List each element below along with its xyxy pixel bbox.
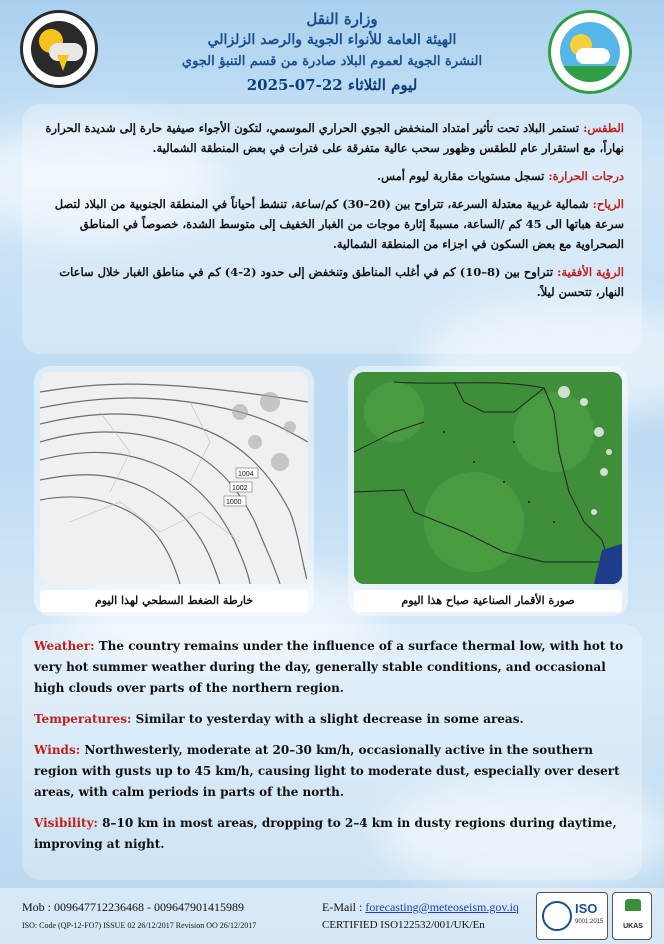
crown-icon [625,899,641,911]
mobile-label: Mob : [22,900,55,914]
english-weather-paragraph [34,636,630,699]
satellite-caption: صورة الأقمار الصناعية صباح هذا اليوم [354,590,622,612]
english-weather-text: The country remains under the influence of a surface thermal low, with hot to very hot summer weather during the day, generally stable conditions, and occasional high clouds over parts of the northern region. [34,639,624,695]
arabic-visibility-label: الرؤية الأفقية: [557,265,624,279]
arabic-weather-text: تستمر البلاد تحت تأثير امتداد المنخفض الجوي الحراري الموسمي، لتكون الأجواء صيفية حارة إلى شديدة الحرارة نهاراً، مع استقرار عام للطقس وظهور سحب عالية متفرقة على فترات في بعض المنطقة الشمالية. [45,121,624,155]
ukas-badge [612,892,652,940]
english-forecast-panel [22,624,642,880]
ministry-title: وزارة النقل [306,10,378,28]
english-temperature-label: Temperatures: [34,712,132,726]
satellite-image [354,372,622,584]
mobile-numbers: 009647712236468 - 009647901415989 [54,900,245,914]
english-weather-label: Weather: [34,639,95,653]
arabic-temperature-paragraph [40,166,624,186]
iso-badge [536,892,608,940]
satellite-card [348,366,628,616]
ukas-label: UKAS [623,923,643,930]
arabic-temperature-text: تسجل مستويات مقاربة ليوم أمس. [376,169,545,183]
arabic-winds-paragraph [40,194,624,254]
bulletin-header [0,0,664,100]
email-contact [322,900,519,915]
bulletin-footer [0,888,664,944]
arabic-winds-label: الرياح: [592,197,624,211]
arabic-weather-label: الطقس: [583,121,624,135]
isobar-lines [40,372,308,584]
arabic-winds-text: شمالية غربية معتدلة السرعة، تتراوح بين (20–30) كم/ساعة، تنشط أحياناً في المنطقة الجنوبية من البلاد لتصل سرعة هباتها الى 45 كم /الساعة، مسببةً إثارة موجات من الغبار الخفيف إلى متوسط الشدة، خصوصاً في المناطق الصحراوية مع بعض السكون في اجزاء من المنطقة الشمالية. [54,197,624,251]
iso-check-icon [542,901,572,931]
english-winds-text: Northwesterly, moderate at 20–30 km/h, occasionally active in the southern region with gusts up to 45 km/h, causing light to moderate dust, especially over desert areas, with calm periods in parts of the north. [34,743,620,799]
bulletin-title: النشرة الجوية لعموم البلاد صادرة من قسم التنبؤ الجوي [181,54,483,69]
surface-pressure-map [40,372,308,584]
email-label: E-Mail : [322,900,366,914]
isobar-label: 1000 [226,499,242,506]
pressure-map-caption: خارطة الضغط السطحي لهذا اليوم [40,590,308,612]
satellite-borders [354,372,622,584]
pressure-map-card [34,366,314,616]
authority-title: الهيئة العامة للأنواء الجوية والرصد الزلزالي [207,32,457,48]
english-winds-label: Winds: [34,743,81,757]
email-link[interactable]: forecasting@meteoseism.gov.iq [365,900,519,914]
english-visibility-text: 8–10 km in most areas, dropping to 2–4 km in dusty regions during daytime, improving at night. [34,816,617,851]
bulletin-date: ليوم الثلاثاء 22-07-2025 [246,76,418,94]
isobar-label: 1004 [238,471,254,478]
iso-badge-standard: 9001:2015 [575,919,604,925]
english-temperature-paragraph [34,709,630,730]
english-winds-paragraph [34,740,630,803]
arabic-temperature-label: درجات الحرارة: [548,169,624,183]
arabic-weather-paragraph [40,118,624,158]
iso-certification: CERTIFIED ISO122532/001/UK/En [322,919,485,931]
isobar-label: 1002 [232,485,248,492]
english-temperature-text: Similar to yesterday with a slight decrease in some areas. [135,712,524,726]
arabic-visibility-text: تتراوح بين (8–10) كم في أغلب المناطق وتنخفض إلى حدود (2-4) كم في مناطق الغبار خلال ساعات النهار، تتحسن ليلاً. [59,265,624,299]
mobile-contact [22,900,244,915]
arabic-forecast-panel [22,104,642,354]
arabic-visibility-paragraph [40,262,624,302]
iso-badge-title: ISO [575,901,598,916]
english-visibility-label: Visibility: [34,816,98,830]
english-visibility-paragraph [34,813,630,855]
iso-document-code: ISO: Code (QP-12-FO7) ISSUE 02 26/12/2017 Revision OO 26/12/2017 [22,921,257,930]
